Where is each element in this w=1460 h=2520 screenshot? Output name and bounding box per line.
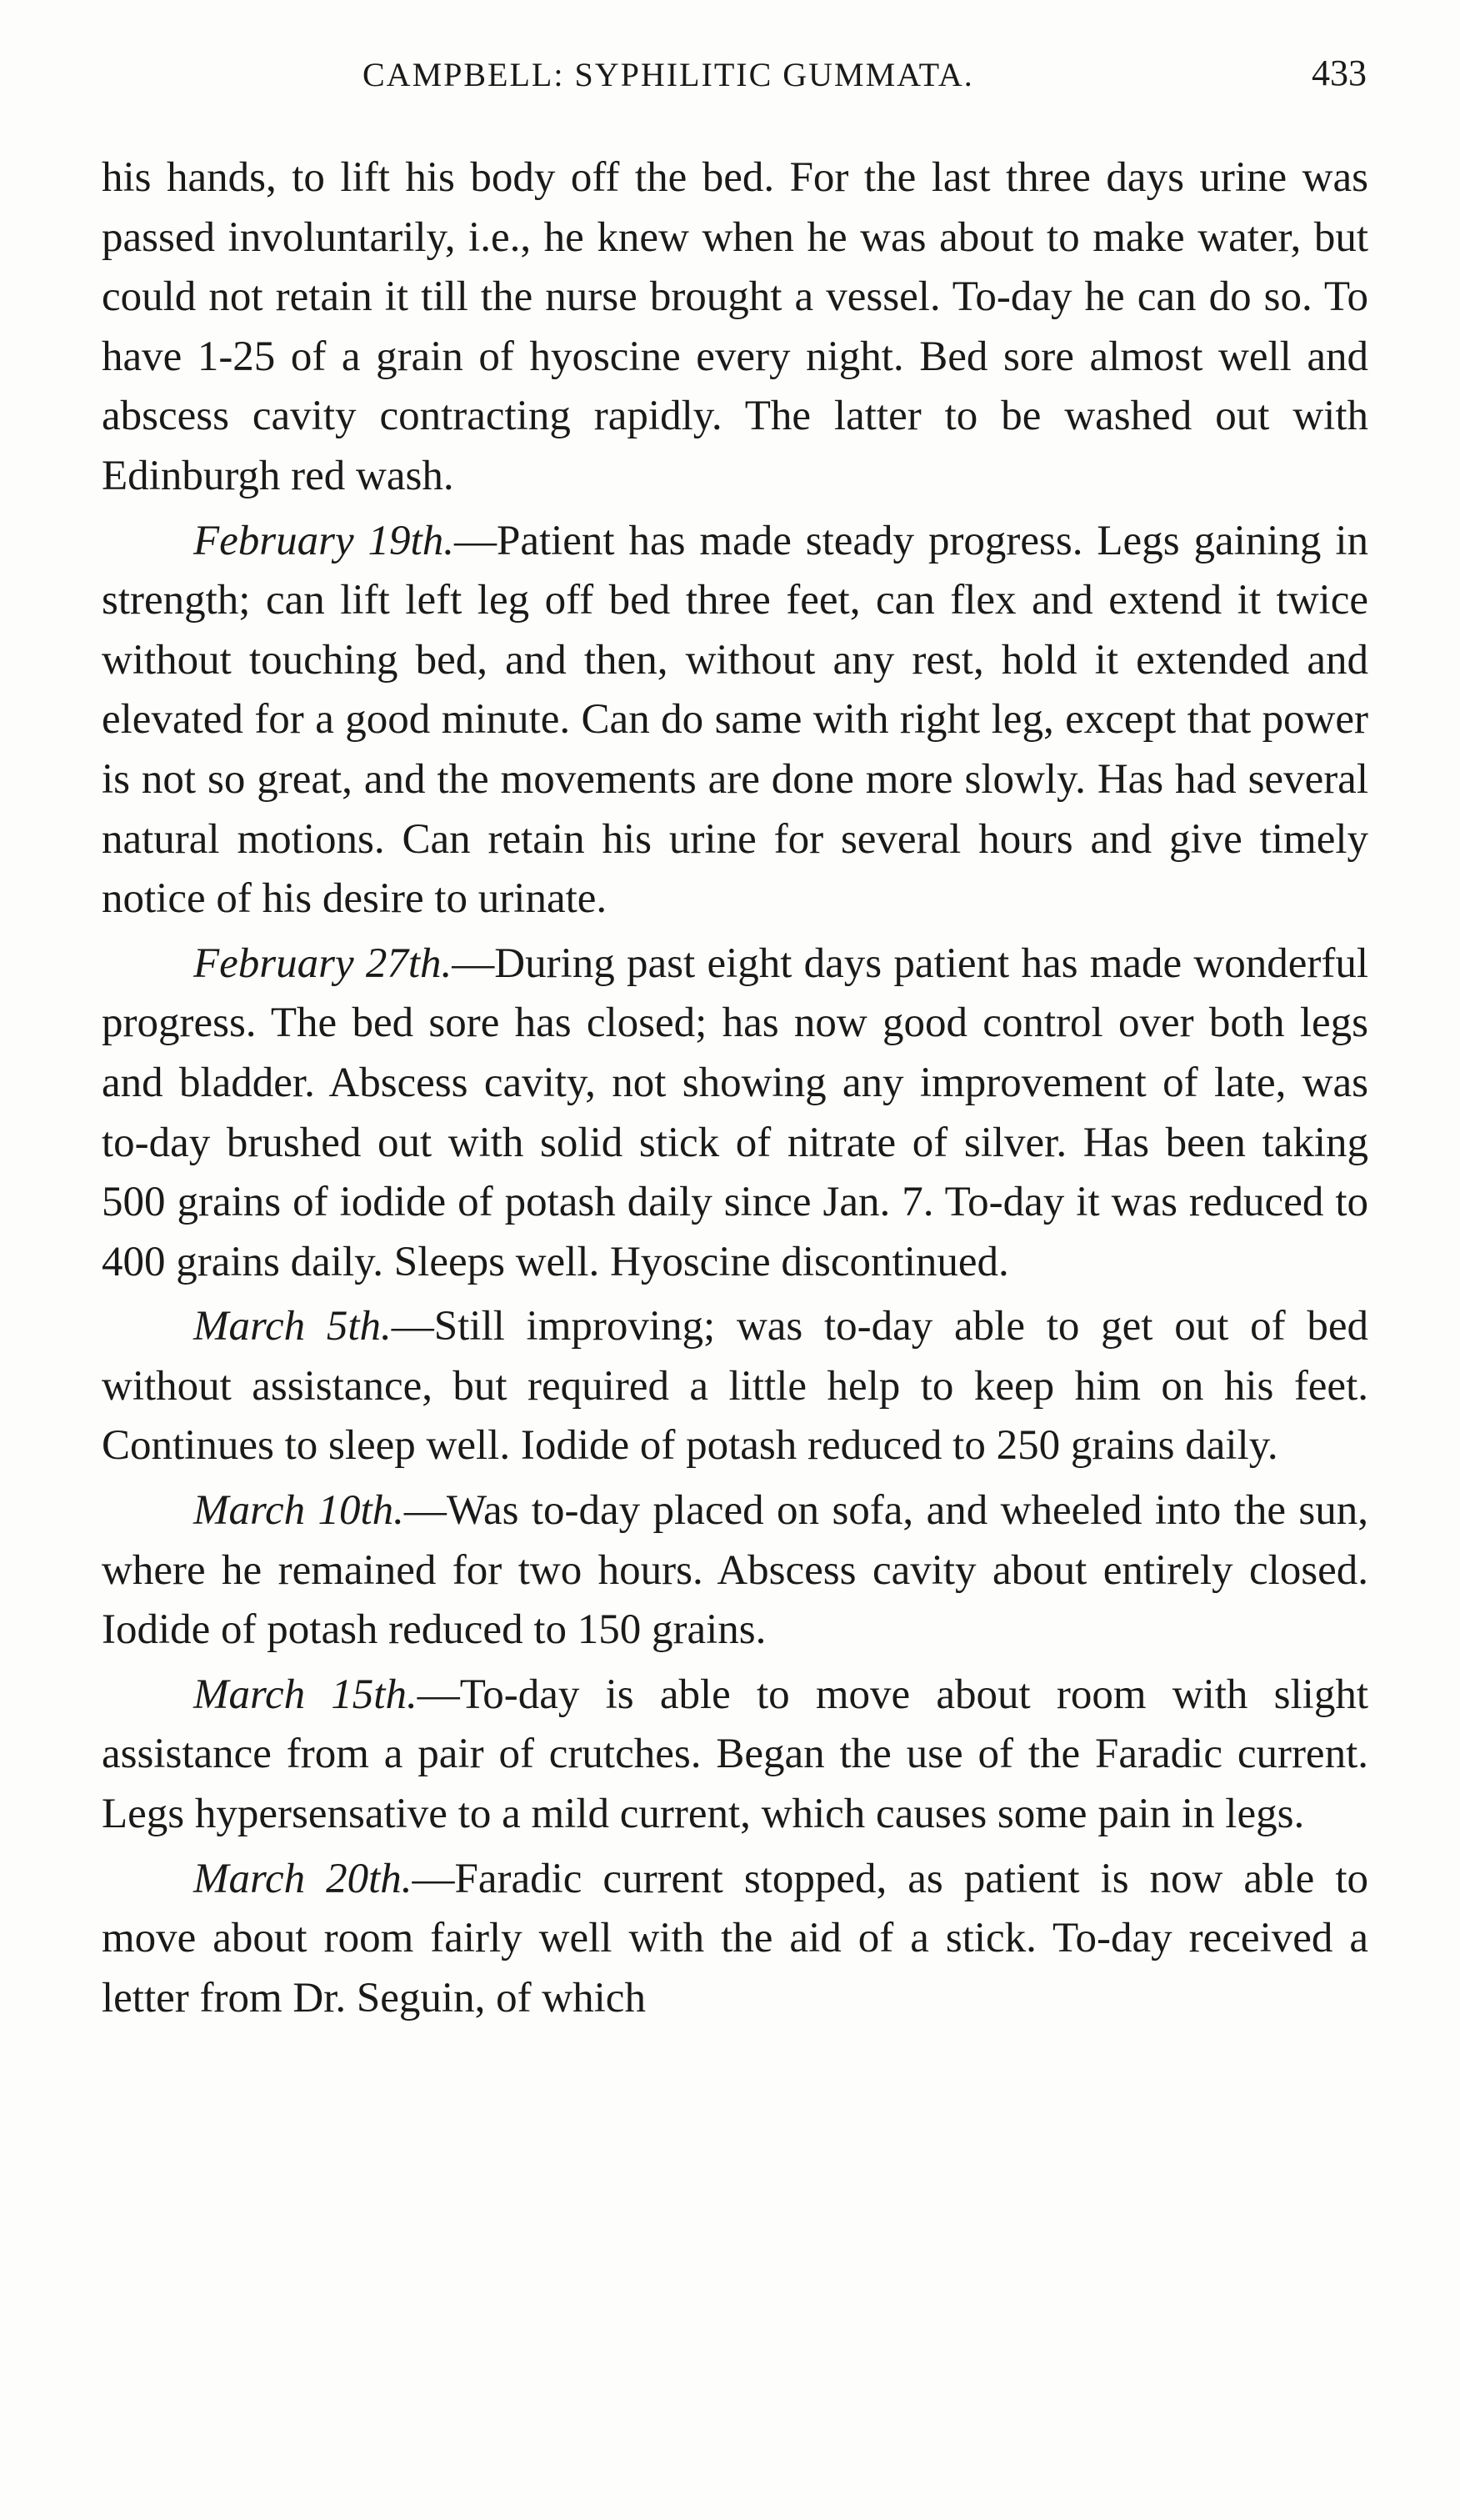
paragraph (102, 1481, 1368, 1661)
entry-date: February 19th. (193, 517, 454, 564)
running-head (100, 43, 1383, 110)
paragraph-text: his hands, to lift his body off the bed. For the last three days urine was passed involuntarily, i.e., he knew when he was about to make water, but could not retain it till the nurse brought a vessel. To-day he can do so. To have 1-25 of a grain of hyoscine every night. Bed sore almost well and abscess cavity contracting rapidly. The latter to be washed out with Edinburgh red wash. (102, 154, 1368, 499)
entry-date: March 5th. (193, 1303, 392, 1350)
paragraph-text: —Was to-day placed on sofa, and wheeled into the sun, where he remained for two hours. Abscess cavity about entirely closed. Iodide of potash reduced to 150 grains. (102, 1487, 1368, 1654)
running-title: CAMPBELL: SYPHILITIC GUMMATA. (362, 56, 974, 93)
paragraph (102, 1297, 1368, 1476)
paragraph-text: —Patient has made steady progress. Legs gaining in strength; can lift left leg off bed three feet, can flex and extend it twice without touching bed, and then, without any rest, hold it extended and elevated for a good minute. Can do same with right leg, except that power is not so great, and the movements are done more slowly. Has had several natural motions. Can retain his urine for several hours and give timely notice of his desire to urinate. (102, 517, 1368, 923)
paragraph-text: —During past eight days patient has made wonderful progress. The bed sore has closed; has now good control over both legs and bladder. Abscess cavity, not showing any improvement of late, was to-day brushed out with solid stick of nitrate of silver. Has been taking 500 grains of iodide of potash daily since Jan. 7. To-day it was reduced to 400 grains daily. Sleeps well. Hyoscine discontinued. (102, 939, 1368, 1285)
paragraph (102, 1666, 1368, 1845)
paragraph-text: —Still improving; was to-day able to get out of bed without assistance, but required a little help to keep him on his feet. Continues to sleep well. Iodide of potash reduced to 250 grains daily. (102, 1303, 1368, 1470)
paragraph-text: —To-day is able to move about room with slight assistance from a pair of crutches. Began the use of the Faradic current. Legs hypersensative to a mild current, which causes some pain in legs. (102, 1671, 1368, 1838)
body-text (102, 148, 1368, 2033)
paragraph (102, 1850, 1368, 2029)
paragraph (102, 512, 1368, 929)
paragraph-text: —Faradic current stopped, as patient is now able to move about room fairly well with the aid of a stick. To-day received a letter from Dr. Seguin, of which (102, 1855, 1368, 2022)
paragraph (102, 934, 1368, 1293)
entry-date: March 15th. (193, 1671, 418, 1718)
paragraph (102, 148, 1368, 507)
entry-date: March 20th. (193, 1855, 412, 1902)
entry-date: February 27th. (193, 939, 452, 987)
entry-date: March 10th. (193, 1487, 404, 1535)
page-number: 433 (1312, 53, 1367, 93)
